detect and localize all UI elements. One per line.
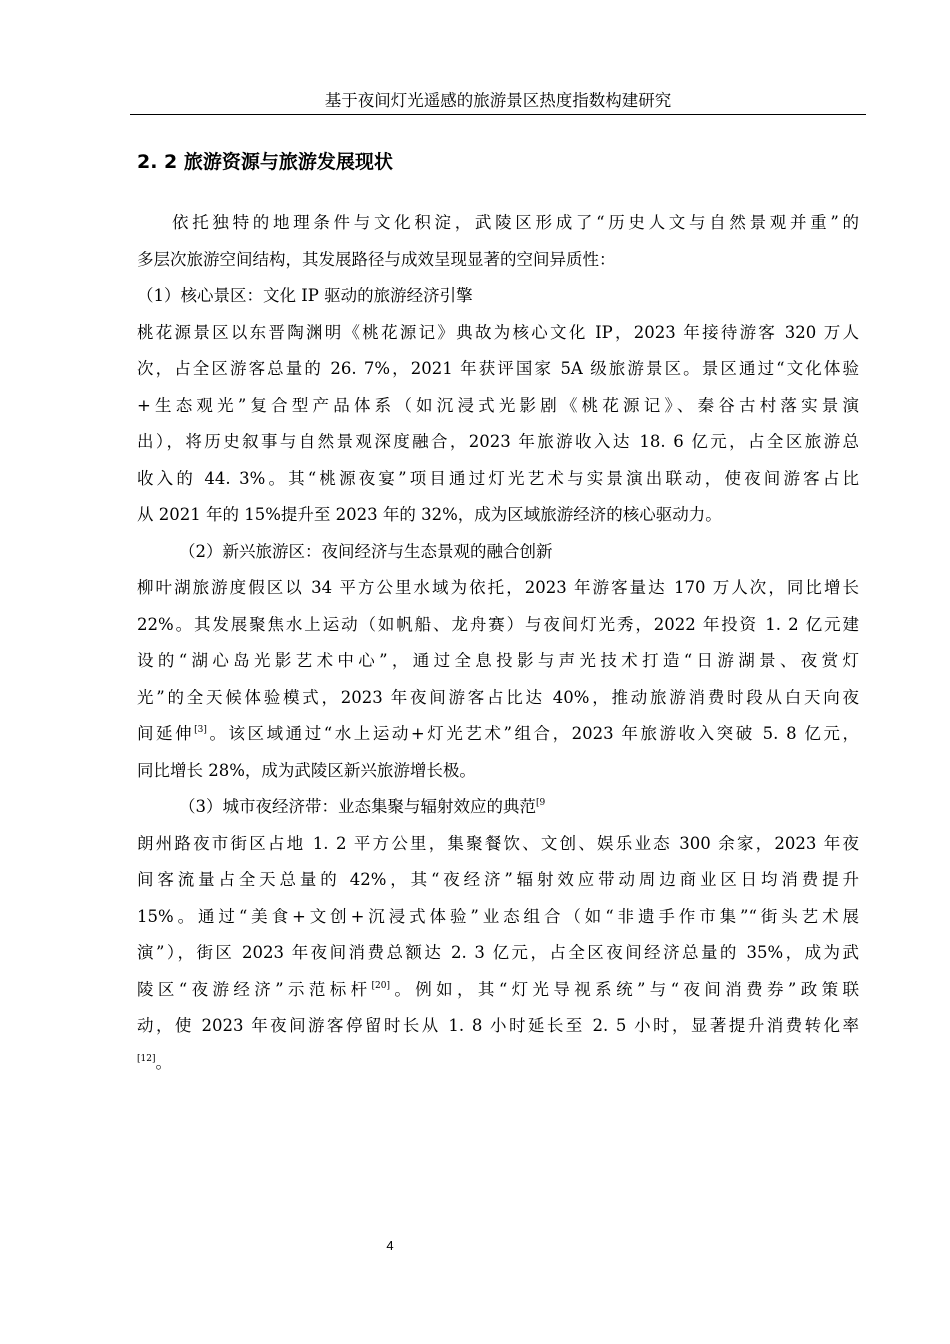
citation-ref: [3] [194, 725, 207, 735]
text-line: 依托独特的地理条件与文化积淀，武陵区形成了“历史人文与自然景观并重”的 [172, 213, 859, 232]
text-line: 光”的全天候体验模式，2023 年夜间游客占比达 40%，推动旅游消费时段从白天向夜 [137, 687, 859, 707]
text-line [137, 716, 859, 753]
section-title: 2. 2 旅游资源与旅游发展现状 [137, 151, 393, 173]
text-line: 出），将历史叙事与自然景观深度融合，2023 年旅游收入达 18. 6 亿元，占全区旅游总 [137, 432, 859, 451]
text-line: 动，使 2023 年夜间游客停留时长从 1. 8 小时延长至 2. 5 小时，显著提升消费转化率 [137, 1016, 859, 1035]
text-line: +生态观光”复合型产品体系（如沉浸式光影剧《桃花源记》、秦谷古村落实景演 [137, 395, 859, 415]
text-line: 收入的 44. 3%。其“桃源夜宴”项目通过灯光艺术与实景演出联动，使夜间游客占比 [137, 468, 859, 488]
text-line: 演”），街区 2023 年夜间消费总额达 2. 3 亿元，占全区夜间经济总量的 35%，成为武 [137, 943, 859, 962]
text-line: 从 2021 年的 15%提升至 2023 年的 32%，成为区域旅游经济的核心驱动力。 [137, 505, 722, 524]
paragraph-emerging-area [137, 570, 859, 789]
text-line [137, 972, 859, 1009]
paragraph-core-scenic [137, 315, 859, 534]
citation-ref: [20] [371, 980, 390, 991]
citation-ref: [9 [536, 798, 546, 808]
body-text [137, 205, 859, 1081]
paragraph-intro [137, 205, 859, 278]
subheading-night-economy [137, 789, 859, 826]
subheading-core-scenic: （1）核心景区：文化 IP 驱动的旅游经济引擎 [137, 286, 473, 305]
text-line: 次，占全区游客总量的 26. 7%，2021 年获评国家 5A 级旅游景区。景区通过“文化体验 [137, 359, 859, 378]
text-line: 22%。其发展聚焦水上运动（如帆船、龙舟赛）与夜间灯光秀，2022 年投资 1. 2 亿元建 [137, 614, 859, 634]
citation-ref: [12] [137, 1053, 156, 1064]
text-line: 朗州路夜市街区占地 1. 2 平方公里，集聚餐饮、文创、娱乐业态 300 余家，2023 年夜 [137, 833, 859, 853]
text-line: 设的“湖心岛光影艺术中心”，通过全息投影与声光技术打造“日游湖景、夜赏灯 [137, 651, 859, 670]
running-header: 基于夜间灯光遥感的旅游景区热度指数构建研究 [130, 90, 866, 115]
text-line: 多层次旅游空间结构，其发展路径与成效呈现显著的空间异质性： [137, 249, 616, 269]
paragraph-night-economy [137, 826, 859, 1082]
text-span: 陵区“夜游经济”示范标杆 [137, 979, 372, 999]
text-line: 桃花源景区以东晋陶渊明《桃花源记》典故为核心文化 IP，2023 年接待游客 320 万人 [137, 322, 859, 342]
text-line: 15%。通过“美食+文创+沉浸式体验”业态组合（如“非遗手作市集”“街头艺术展 [137, 906, 859, 926]
text-span: 间延伸 [137, 724, 195, 743]
text-span: 。 [155, 1052, 172, 1072]
text-span: 。例如，其“灯光导视系统”与“夜间消费券”政策联 [390, 979, 860, 999]
text-span: （3）城市夜经济带：业态集聚与辐射效应的典范 [179, 797, 536, 816]
page-number: 4 [386, 1238, 394, 1253]
text-line [137, 1045, 859, 1082]
text-line: 间客流量占全天总量的 42%，其“夜经济”辐射效应带动周边商业区日均消费提升 [137, 870, 859, 889]
text-line: 同比增长 28%，成为武陵区新兴旅游增长极。 [137, 760, 476, 780]
subheading-emerging-area: （2）新兴旅游区：夜间经济与生态景观的融合创新 [179, 541, 553, 561]
text-line: 柳叶湖旅游度假区以 34 平方公里水域为依托，2023 年游客量达 170 万人次，同比增长 [137, 578, 859, 597]
text-span: 。该区域通过“水上运动+灯光艺术”组合，2023 年旅游收入突破 5. 8 亿元， [206, 724, 859, 743]
